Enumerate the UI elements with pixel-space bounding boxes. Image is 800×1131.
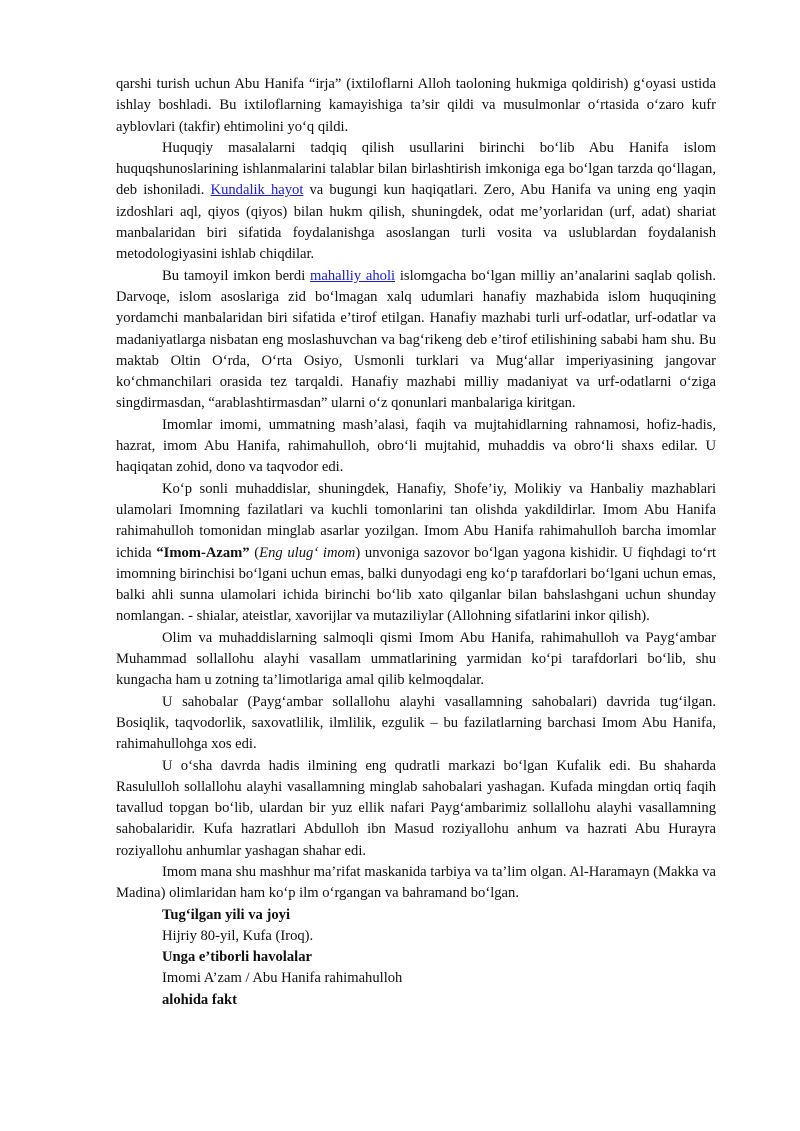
references-text: Imomi A’zam / Abu Hanifa rahimahulloh: [162, 970, 403, 987]
italic-text: Eng ulug‘ imom: [259, 544, 356, 561]
text-run: U sahobalar (Payg‘ambar sollallohu alayhi vasallamning sahobalari) davrida tug‘ilgan. Bosiqlik, taqvodorlik, saxovatlilik, ilmlilik, ezgulik – bu fazilatlarning barchasi Imom Abu Hanifa, rahimahullohga xos edi.: [116, 693, 716, 753]
inline-link[interactable]: mahalliy aholi: [310, 267, 396, 284]
bold-text: “Imom-Azam”: [156, 544, 250, 561]
text-run: Huquqiy masalalarni tadqiq qilish usullarini birinchi bo‘lib Abu Hanifa islom huquqshunoslarining ishlanmalarini talablar bilan birlashtirish imkoniga ega bo‘lgan tarzda qo‘llagan, deb ishoniladi.: [116, 139, 716, 199]
paragraph: [116, 138, 716, 266]
paragraph: [116, 692, 716, 756]
text-run: U o‘sha davrda hadis ilmining eng qudratli markazi bo‘lgan Kufalik edi. Bu shaharda Rasululloh sollallohu alayhi vasallamning minglab sahobalari yashagan. Kufada mingdan ortiq faqih tavallud topgan bo‘lib, ulardan bir yuz ellik nafari Payg‘ambarimiz sollallohu alayhi vasallamning sahobalaridir. Kufa hazratlari Abdulloh ibn Masud roziyallohu anhum va hazrati Abu Hurayra roziyallohu anhumlar yashagan shahar edi.: [116, 757, 716, 859]
text-run: Bu tamoyil imkon berdi: [162, 267, 311, 284]
text-run: islomgacha bo‘lgan milliy an’analarini saqlab qolish. Darvoqe, islom asoslariga zid bo‘lmagan xalq udumlari hanafiy mazhabida islom huquqining yordamchi manbalaridan biri sifatida e’tirof etilgan. Hanafiy mazhabi turli urf-odatlar, urf-odatlar va madaniyatlarga nisbatan eng moslashuvchan va bag‘rikeng deb e’tirof etilishining sababi ham shu. Bu maktab Oltin O‘rda, O‘rta Osiyo, Usmonli turklari va Mug‘allar imperiyasining jangovar ko‘chmanchilari orasida tez tarqaldi. Hanafiy mazhabi milliy madaniyat va urf-odatlarni o‘ziga singdirmasdan, “arablashtirmasdan” ularni o‘z qonunlari manbalariga kiritgan.: [116, 267, 716, 412]
text-run: qarshi turish uchun Abu Hanifa “irja” (ixtiloflarni Alloh taoloning hukmiga qoldirish) g‘oyasi ustida ishlay boshladi. Bu ixtiloflarning kamayishiga ta’sir qildi va musulmonlar o‘rtasida o‘zaro kufr ayblovlari (takfir) ehtimolini yo‘q qildi.: [116, 76, 716, 135]
references-heading: Unga e’tiborli havolalar: [162, 949, 312, 966]
fact-heading: alohida fakt: [162, 991, 238, 1008]
text-run: (: [249, 544, 260, 561]
inline-link[interactable]: Kundalik hayot: [210, 182, 304, 199]
article-body: [116, 74, 716, 905]
paragraph: [116, 479, 716, 628]
text-run: Imomlar imomi, ummatning mash’alasi, faqih va mujtahidlarning rahnamosi, hofiz-hadis, hazrat, imom Abu Hanifa, rahimahulloh, obro‘li mujtahid, muhaddis va obro‘li shaxs edilar. U haqiqatan zohid, dono va taqvodor edi.: [116, 416, 716, 476]
paragraph: [116, 628, 716, 692]
text-run: va bugungi kun haqiqatlari. Zero, Abu Hanifa va uning eng yaqin izdoshlari aql, qiyos (qiyos) bilan hukm qilish, shuningdek, odat me’yorlaridan (urf, adat) shariat manbalaridan biri sifatida foydalanishga asoslangan turli vosita va uslublardan foydalanish metodologiyasini ishlab chiqdilar.: [116, 182, 716, 263]
paragraph: [116, 415, 716, 479]
text-run: Imom mana shu mashhur ma’rifat maskanida tarbiya va ta’lim olgan. Al-Haramayn (Makka va Madina) olimlaridan ham ko‘p ilm o‘rgangan va bahramand bo‘lgan.: [116, 863, 716, 902]
paragraph: [116, 266, 716, 415]
text-run: Olim va muhaddislarning salmoqli qismi Imom Abu Hanifa, rahimahulloh va Payg‘ambar Muhammad sollallohu alayhi vasallam ummatlarining yarmidan ko‘pi tarafdorlari bo‘lib, shu kungacha ham u zotning ta’limotlariga amal qilib kelmoqdalar.: [116, 629, 716, 689]
text-run: ) unvoniga sazovor bo‘lgan yagona kishidir. U fiqhdagi to‘rt imomning birinchisi bo‘lgani uchun emas, balki dunyodagi eng ko‘p tarafdorlari bo‘lgani uchun emas, balki ahli sunna ulamolari ichida birinchi bo‘lib xato qilganlar bilan bahslashgani uchun shunday nomlangan. - shialar, ateistlar, xavorijlar va mutaziliylar (Allohning sifatlarini inkor qilish).: [116, 544, 717, 625]
text-run: Ko‘p sonli muhaddislar, shuningdek, Hanafiy, Shofe’iy, Molikiy va Hanbaliy mazhablari ulamolari Imomning fazilatlari va kuchli tomonlarini tan olishda yakdildirlar. Imom Abu Hanifa rahimahulloh tomonidan minglab asarlar yozilgan. Imom Abu Hanifa rahimahulloh barcha imomlar ichida: [116, 480, 716, 561]
birth-text: Hijriy 80-yil, Kufa (Iroq).: [162, 927, 314, 944]
paragraph: [116, 862, 716, 905]
paragraph: [116, 74, 716, 138]
paragraph: [116, 756, 716, 862]
birth-heading: Tug‘ilgan yili va joyi: [162, 906, 290, 923]
